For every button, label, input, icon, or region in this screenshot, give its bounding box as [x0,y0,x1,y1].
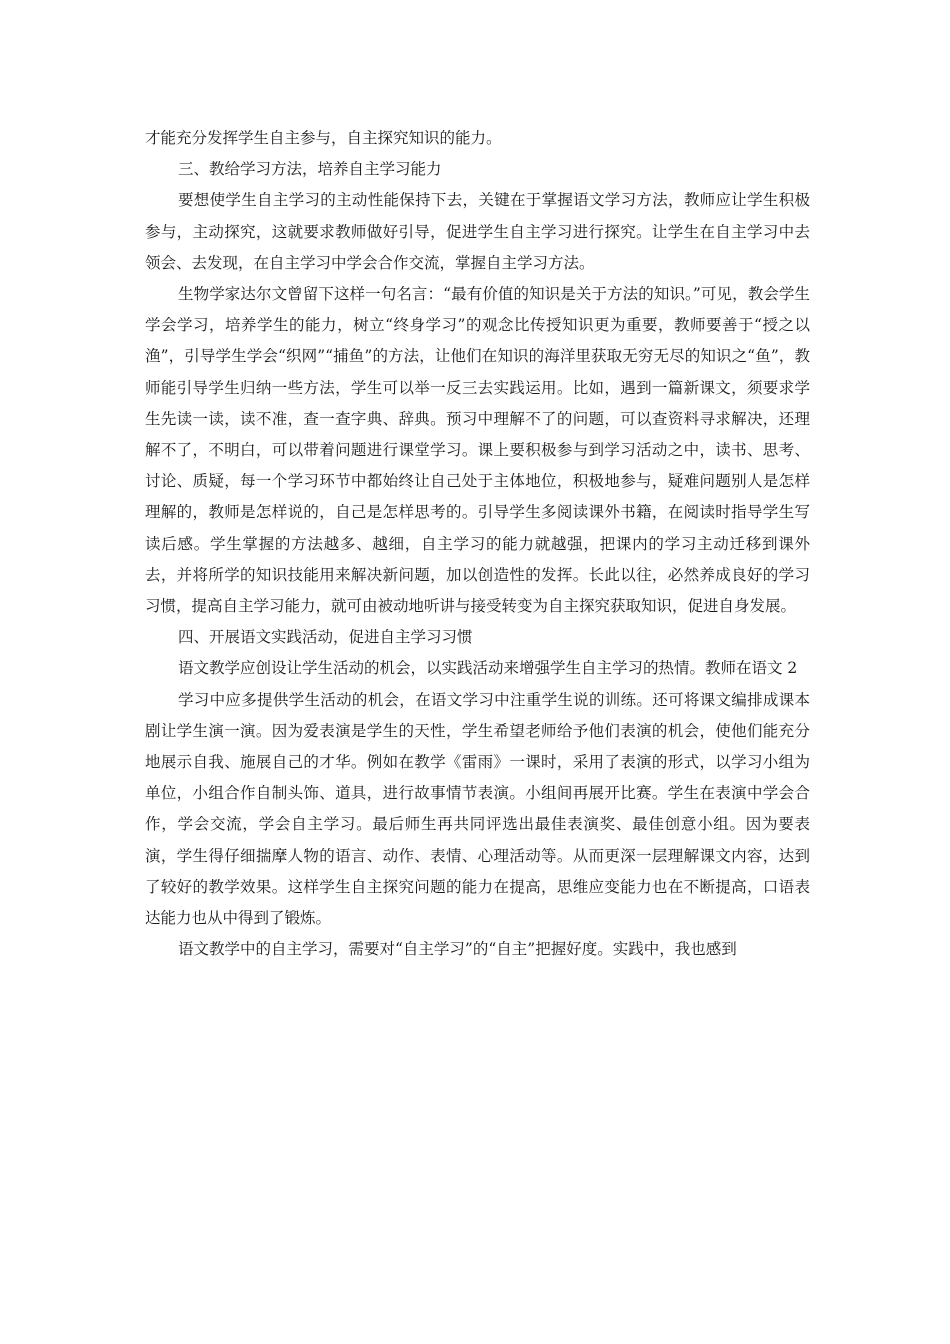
paragraph-practice-activities: 语文教学应创设让学生活动的机会，以实践活动来增强学生自主学习的热情。教师在语文 2 [178,659,798,678]
section-heading-three: 三、教给学习方法，培养自主学习能力 [178,160,442,179]
paragraph-darwin-quote: 生物学家达尔文曾留下这样一句名言：“最有价值的知识是关于方法的知识。”可见，教会学生学会学习，培养学生的能力，树立“终身学习”的观念比传授知识更为重要，教师要善于“授之以渔”，引导学生学会“织网”“捕鱼”的方法，让他们在知识的海洋里获取无穷无尽的知识之“鱼”，教师能引导学生归纳一些方法，学生可以举一反三去实践运用。比如，遇到一篇新课文，须要求学生先读一读，读不准，查一查字典、辞典。预习中理解不了的问题，可以查资料寻求解决，还理解不了，不明白，可以带着问题进行课堂学习。课上要积极参与到学习活动之中，读书、思考、讨论、质疑，每一个学习环节中都始终让自己处于主体地位，积极地参与，疑难问题别人是怎样理解的，教师是怎样说的，自己是怎样思考的。引导学生多阅读课外书籍，在阅读时指导学生写读后感。学生掌握的方法越多、越细，自主学习的能力就越强，把课内的学习主动迁移到课外去，并将所学的知识技能用来解决新问题，加以创造性的发挥。长此以往，必然养成良好的学习习惯，提高自主学习能力，就可由被动地听讲与接受转变为自主探究获取知识，促进自身发展。 [145,285,810,616]
paragraph-continuation: 才能充分发挥学生自主参与，自主探究知识的能力。 [145,129,502,147]
paragraph-closing: 语文教学中的自主学习，需要对“自主学习”的“自主”把握好度。实践中，我也感到 [178,940,737,959]
section-heading-four: 四、开展语文实践活动，促进自主学习习惯 [178,628,473,647]
paragraph-learning-method: 要想使学生自主学习的主动性能保持下去，关键在于掌握语文学习方法，教师应让学生积极参与，主动探究，这就要求教师做好引导，促进学生自主学习进行探究。让学生在自主学习中去领会、去发现，在自主学习中学会合作交流，掌握自主学习方法。 [145,191,810,272]
paragraph-drama-performance: 学习中应多提供学生活动的机会，在语文学习中注重学生说的训练。还可将课文编排成课本剧让学生演一演。因为爱表演是学生的天性，学生希望老师给予他们表演的机会，使他们能充分地展示自我、施展自己的才华。例如在教学《雷雨》一课时，采用了表演的形式，以学习小组为单位，小组合作自制头饰、道具，进行故事情节表演。小组间再展开比赛。学生在表演中学会合作，学会交流，学会自主学习。最后师生再共同评选出最佳表演奖、最佳创意小组。因为要表演，学生得仔细揣摩人物的语言、动作、表情、心理活动等。从而更深一层理解课文内容，达到了较好的教学效果。这样学生自主探究问题的能力在提高，思维应变能力也在不断提高，口语表达能力也从中得到了锻炼。 [145,690,810,928]
document-body [145,123,810,965]
